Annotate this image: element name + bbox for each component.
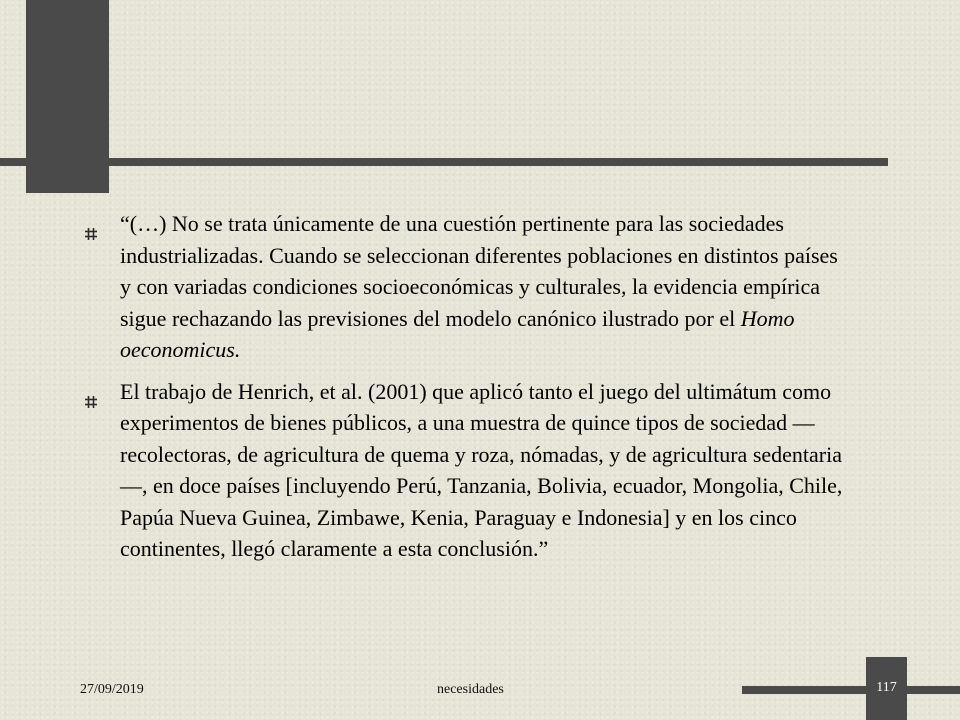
bullet-text: “(…) No se trata únicamente de una cuestión pertinente para las sociedades industrializadas. Cuando se seleccionan diferentes poblaciones en distintos países y con variadas condiciones socioeconómicas y culturales, la evidencia empírica sigue rechazando las previsiones del modelo canónico ilustrado por el	[120, 211, 838, 331]
page-number: 117	[876, 680, 897, 695]
decorative-title-rule	[0, 158, 888, 166]
footer-date: 27/09/2019	[80, 682, 144, 697]
bullet-italic-text: Homo oeconomicus.	[120, 305, 795, 362]
slide-body	[84, 208, 854, 575]
bullet-text: El trabajo de Henrich, et al. (2001) que aplicó tanto el juego del ultimátum como experimentos de bienes públicos, a una muestra de quince tipos de sociedad —recolectoras, de agricultura de quema y roza, nómadas, y de agricultura sedentaria—, en doce países [incluyendo Perú, Tanzania, Bolivia, ecuador, Mongolia, Chile, Papúa Nueva Guinea, Zimbawe, Kenia, Paraguay e Indonesia] y en los cinco continentes, llegó claramente a esta conclusión.”	[120, 378, 843, 561]
footer-rule-left	[742, 686, 866, 694]
footer-rule-right	[907, 686, 960, 694]
footer-title: necesidades	[437, 682, 504, 697]
hash-bullet-icon	[84, 386, 98, 400]
bullet-item	[84, 208, 854, 366]
bullet-item	[84, 376, 854, 565]
hash-bullet-icon	[84, 218, 98, 232]
